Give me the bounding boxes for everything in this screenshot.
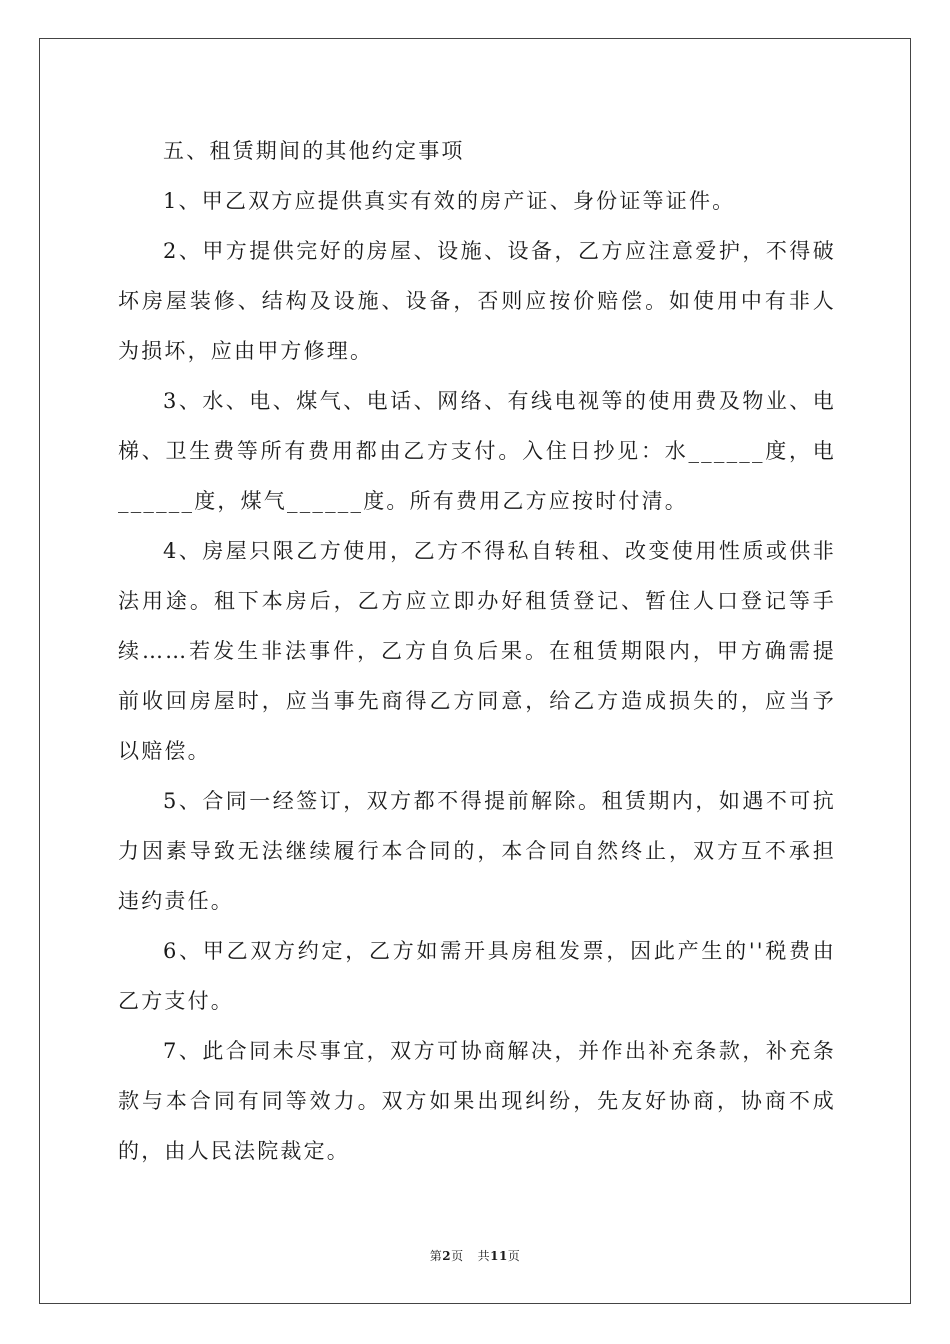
clause-2: 2、甲方提供完好的房屋、设施、设备，乙方应注意爱护，不得破坏房屋装修、结构及设施、设备，否则应按价赔偿。如使用中有非人为损坏，应由甲方修理。: [118, 239, 836, 363]
total-suffix: 页: [507, 1249, 521, 1263]
clause-6: 6、甲乙双方约定，乙方如需开具房租发票，因此产生的''税费由乙方支付。: [118, 939, 836, 1013]
clause-4: 4、房屋只限乙方使用，乙方不得私自转租、改变使用性质或供非法用途。租下本房后，乙方应立即办好租赁登记、暂住人口登记等手续……若发生非法事件，乙方自负后果。在租赁期限内，甲方确需提前收回房屋时，应当事先商得乙方同意，给乙方造成损失的，应当予以赔偿。: [118, 539, 836, 763]
page-footer: [0, 1247, 950, 1264]
clause-1: 1、甲乙双方应提供真实有效的房产证、身份证等证件。: [163, 189, 736, 213]
total-prefix: 共: [477, 1249, 491, 1263]
clause-3: 3、水、电、煤气、电话、网络、有线电视等的使用费及物业、电梯、卫生费等所有费用都由乙方支付。入住日抄见：水______度，电______度，煤气______度。所有费用乙方应按时付清。: [118, 389, 836, 513]
page-suffix: 页: [451, 1249, 464, 1263]
page-prefix: 第: [429, 1249, 443, 1263]
clause-5: 5、合同一经签订，双方都不得提前解除。租赁期内，如遇不可抗力因素导致无法继续履行本合同的，本合同自然终止，双方互不承担违约责任。: [118, 789, 836, 913]
clause-7: 7、此合同未尽事宜，双方可协商解决，并作出补充条款，补充条款与本合同有同等效力。双方如果出现纠纷，先友好协商，协商不成的，由人民法院裁定。: [118, 1039, 836, 1163]
document-body: [118, 126, 836, 1176]
page-number: 2: [442, 1249, 452, 1263]
section-heading: 五、租赁期间的其他约定事项: [163, 139, 465, 163]
total-pages: 11: [490, 1249, 508, 1263]
